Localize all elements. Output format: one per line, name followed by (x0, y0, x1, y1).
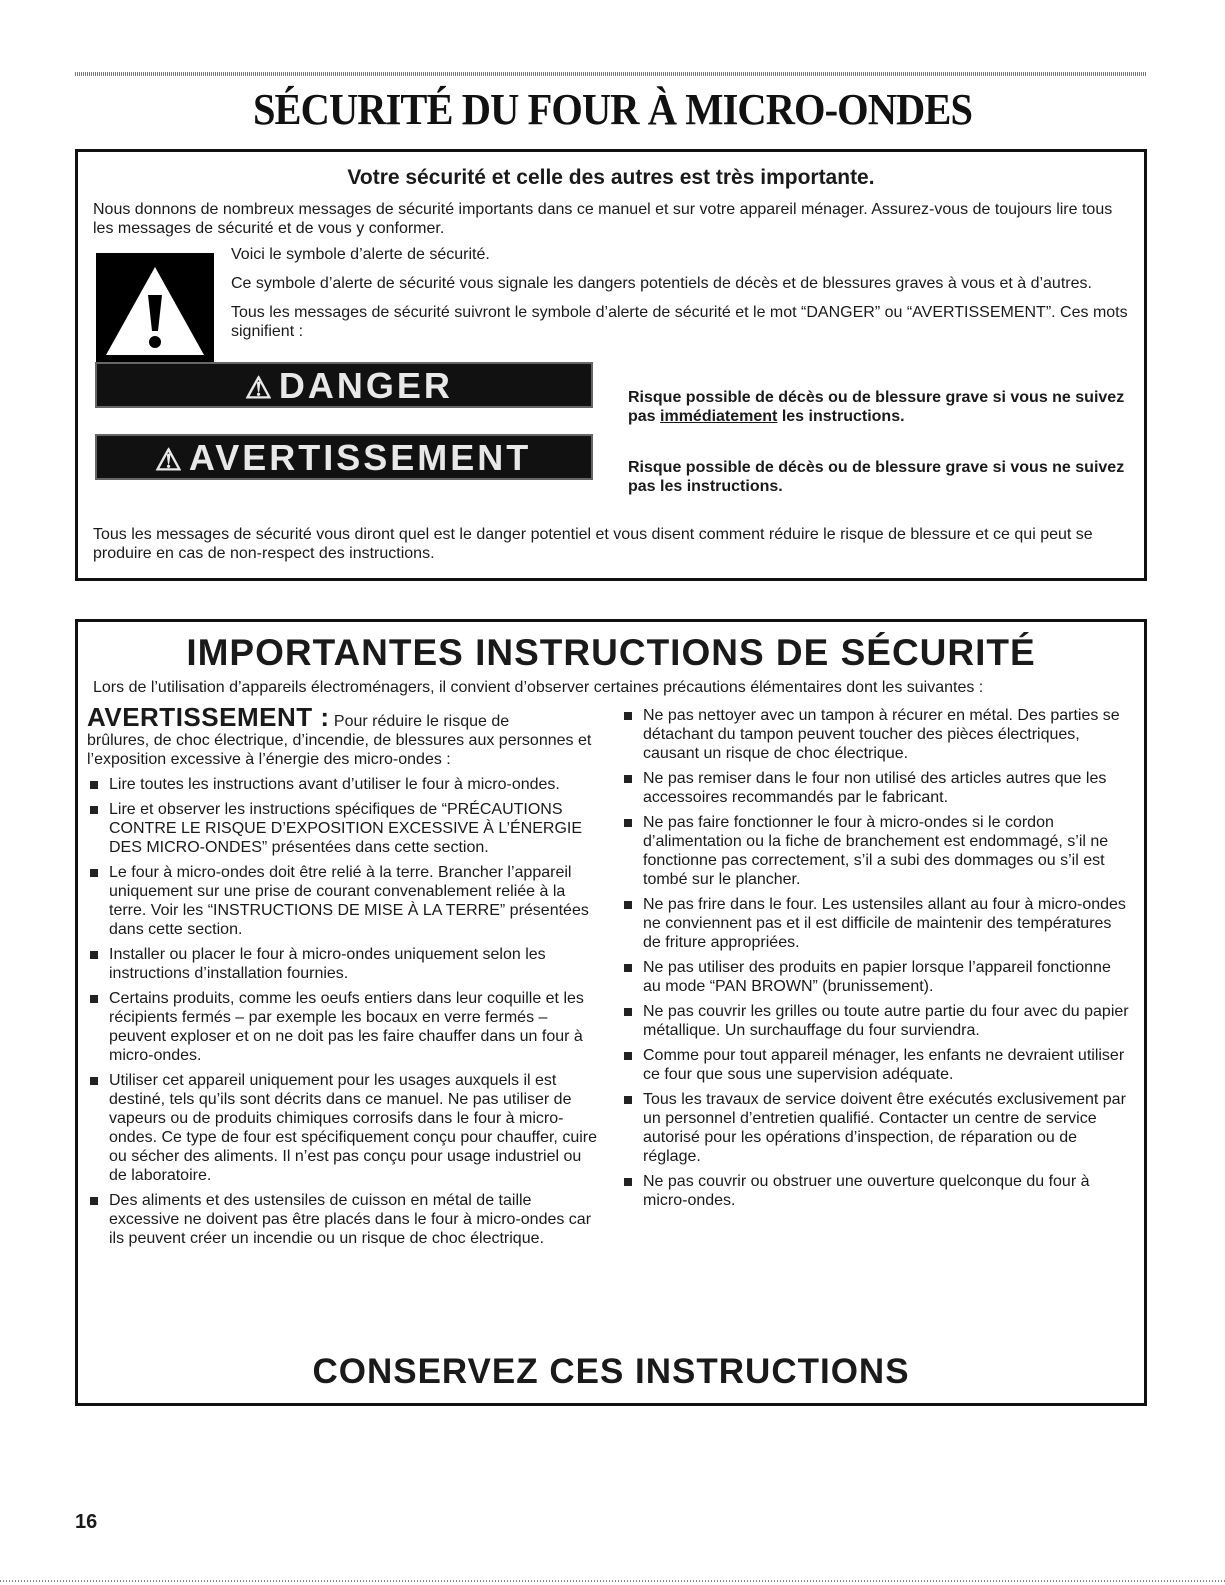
bullet-icon (90, 869, 98, 877)
danger-label: DANGER (278, 365, 453, 406)
bullet-icon (90, 781, 98, 789)
list-item: Tous les travaux de service doivent être exécutés exclusivement par un personnel d’entretien qualifié. Contacter un centre de service autorisé pour les opérations d’inspection, de réparation ou de réglage. (621, 1090, 1131, 1166)
warning-triangle-icon: ⚠ (245, 372, 275, 405)
important-instructions-box (75, 619, 1147, 1406)
bullet-icon (624, 1096, 632, 1104)
top-rule (75, 72, 1147, 76)
list-item: Ne pas utiliser des produits en papier lorsque l’appareil fonctionne au mode “PAN BROWN” (brunissement). (621, 958, 1131, 996)
list-item: Le four à micro-ondes doit être relié à la terre. Brancher l’appareil uniquement sur une prise de courant convenablement reliée à la terre. Voir les “INSTRUCTIONS DE MISE À LA TERRE” présentées dans cette section. (87, 863, 597, 939)
safety-heading: Votre sécurité et celle des autres est très importante. (347, 166, 875, 189)
list-item: Des aliments et des ustensiles de cuisson en métal de taille excessive ne doivent pas être placés dans le four à micro-ondes car ils peuvent créer un incendie ou un risque de choc électrique. (87, 1191, 597, 1248)
instructions-intro: Lors de l’utilisation d’appareils électroménagers, il convient d’observer certaines précautions élémentaires dont les suivantes : (93, 679, 984, 696)
list-item: Ne pas couvrir ou obstruer une ouverture quelconque du four à micro-ondes. (621, 1172, 1131, 1210)
instructions-title: IMPORTANTES INSTRUCTIONS DE SÉCURITÉ (186, 632, 1036, 673)
bullet-icon (90, 1197, 98, 1205)
list-item: Ne pas nettoyer avec un tampon à récurer en métal. Des parties se détachant du tampon peuvent toucher des pièces électriques, causant un risque de choc électrique. (621, 706, 1131, 763)
danger-description: Risque possible de décès ou de blessure grave si vous ne suivez pas immédiatement les instructions. (628, 389, 1125, 425)
bullet-icon (90, 1077, 98, 1085)
bottom-rule (0, 1580, 1225, 1582)
bullet-icon (624, 1008, 632, 1016)
list-item: Ne pas couvrir les grilles ou toute autre partie du four avec du papier métallique. Un surchauffage du four surviendra. (621, 1002, 1131, 1040)
warning-label: AVERTISSEMENT (188, 437, 532, 478)
list-item: Utiliser cet appareil uniquement pour les usages auxquels il est destiné, tels qu’ils sont décrits dans ce manuel. Ne pas utiliser de vapeurs ou de produits chimiques corrosifs dans le four à micro-ondes. Ce type de four est spécifiquement conçu pour chauffer, cuire ou sécher des aliments. Il n’est pas conçu pour usage industriel ou de laboratoire. (87, 1071, 597, 1185)
warning-continuation: brûlures, de choc électrique, d’incendie, de blessures aux personnes et l’exposition excessive à l’énergie des micro-ondes : (87, 732, 592, 768)
list-item: Installer ou placer le four à micro-ondes uniquement selon les instructions d’installation fournies. (87, 945, 597, 983)
bullet-icon (624, 819, 632, 827)
bullet-icon (624, 775, 632, 783)
safety-intro: Nous donnons de nombreux messages de sécurité importants dans ce manuel et sur votre appareil ménager. Assurez-vous de toujours lire tous les messages de sécurité et de vous y conformer. (93, 201, 1113, 237)
warning-banner (95, 434, 593, 480)
safety-closing: Tous les messages de sécurité vous diront quel est le danger potentiel et vous disent comment réduire le risque de blessure et ce qui peut se produire en cas de non-respect des instructions. (93, 526, 1093, 562)
bullet-icon (624, 964, 632, 972)
bullet-icon (90, 806, 98, 814)
warning-triangle-icon: ⚠ (155, 444, 185, 477)
instructions-right-column (621, 706, 1131, 1216)
list-item: Comme pour tout appareil ménager, les enfants ne devraient utiliser ce four que sous une supervision adéquate. (621, 1046, 1131, 1084)
bullet-icon (624, 712, 632, 720)
alert-line: Voici le symbole d’alerte de sécurité. (231, 246, 490, 263)
list-item: Ne pas faire fonctionner le four à micro-ondes si le cordon d’alimentation ou la fiche de branchement est endommagé, s’il ne fonctionne pas correctement, s’il a subi des dommages ou s’il est tombé sur le plancher. (621, 813, 1131, 889)
bullet-icon (624, 1178, 632, 1186)
bullet-icon (90, 995, 98, 1003)
safety-message-box (75, 149, 1147, 581)
bullet-icon (90, 951, 98, 959)
warning-statement: AVERTISSEMENT : Pour réduire le risque de (87, 702, 510, 732)
bullet-icon (624, 1052, 632, 1060)
list-item: Lire et observer les instructions spécifiques de “PRÉCAUTIONS CONTRE LE RISQUE D’EXPOSITION EXCESSIVE À L’ÉNERGIE DES MICRO-ONDES” présentées dans cette section. (87, 800, 597, 857)
alert-line: Ce symbole d’alerte de sécurité vous signale les dangers potentiels de décès et de blessures graves à vous et à d’autres. (231, 275, 1092, 292)
page-title: SÉCURITÉ DU FOUR À MICRO-ONDES (252, 85, 973, 134)
alert-line: Tous les messages de sécurité suivront le symbole d’alerte de sécurité et le mot “DANGER” ou “AVERTISSEMENT”. Ces mots signifient : (231, 304, 1128, 340)
save-instructions-footer: CONSERVEZ CES INSTRUCTIONS (312, 1352, 910, 1391)
instructions-left-column (87, 702, 597, 1254)
warning-description: Risque possible de décès ou de blessure grave si vous ne suivez pas les instructions. (628, 459, 1125, 495)
alert-explanation (231, 245, 1131, 351)
list-item: Ne pas remiser dans le four non utilisé des articles autres que les accessoires recommandés par le fabricant. (621, 769, 1131, 807)
list-item: Certains produits, comme les oeufs entiers dans leur coquille et les récipients fermés – par exemple les bocaux en verre fermés – peuvent exploser et on ne doit pas les faire chauffer dans un four à micro-ondes. (87, 989, 597, 1065)
danger-emphasis: immédiatement (660, 408, 778, 425)
safety-alert-icon (96, 253, 214, 368)
danger-banner (95, 362, 593, 408)
warning-heading: AVERTISSEMENT : (87, 702, 330, 732)
page-number: 16 (75, 1511, 98, 1533)
list-item: Ne pas frire dans le four. Les ustensiles allant au four à micro-ondes ne conviennent pas et il est difficile de maintenir des températures de friture appropriées. (621, 895, 1131, 952)
list-item: Lire toutes les instructions avant d’utiliser le four à micro-ondes. (87, 775, 597, 794)
bullet-icon (624, 901, 632, 909)
